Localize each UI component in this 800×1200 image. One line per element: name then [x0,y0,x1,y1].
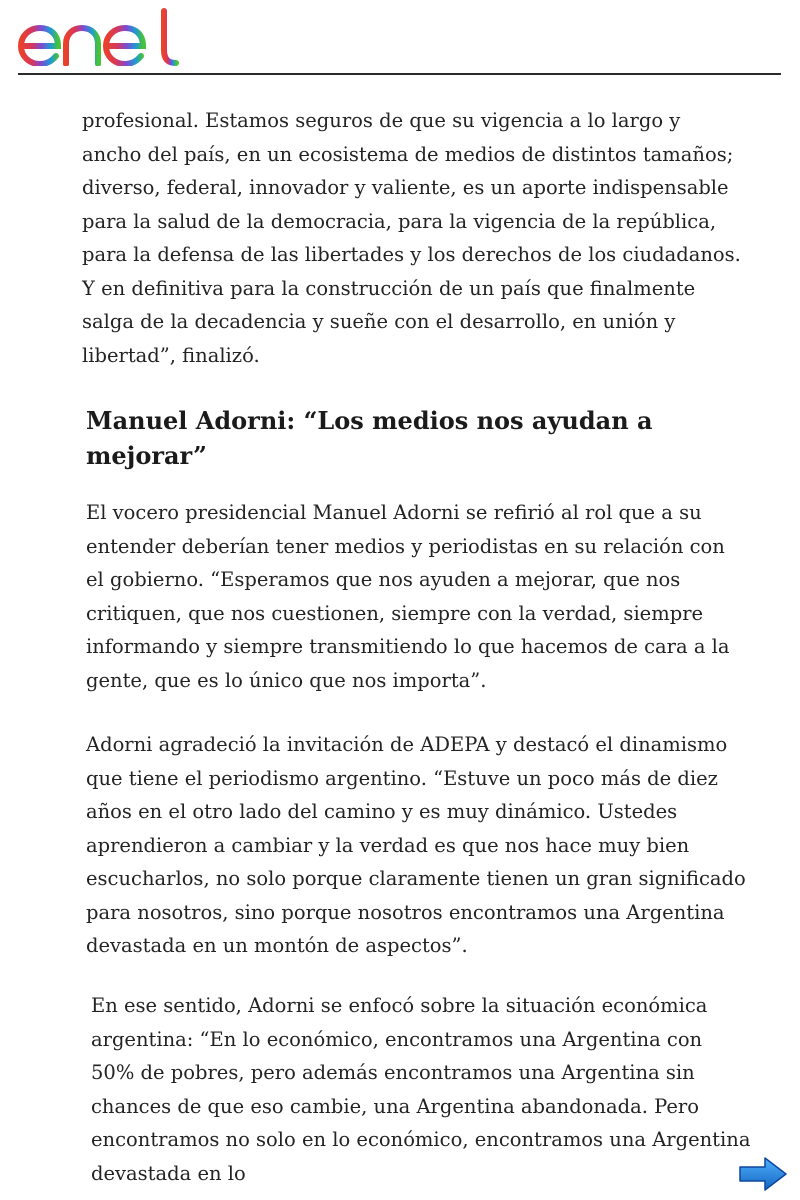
article-paragraph-3: Adorni agradeció la invitación de ADEPA y destacó el dinamismo que tiene el periodismo argentino. “Estuve un poco más de diez años en el otro lado del camino y es muy dinámico. Ustedes aprendieron a cambiar y la verdad es que nos hace muy bien escucharlos, no solo porque claramente tienen un gran significado para nosotros, sino porque nosotros encontramos una Argentina devastada en un montón de aspectos”. [86,733,746,957]
enel-logo[interactable] [16,8,181,70]
enel-logo-icon [16,8,181,66]
article-paragraph-4: En ese sentido, Adorni se enfocó sobre la situación económica argentina: “En lo económico, encontramos una Argentina con 50% de pobres, pero además encontramos una Argentina sin chances de que eso cambie, una Argentina abandonada. Pero encontramos no solo en lo económico, encontramos una Argentina devastada en lo [91,994,751,1185]
header-divider [18,73,781,75]
article-paragraph-1: profesional. Estamos seguros de que su vigencia a lo largo y ancho del país, en un ecosistema de medios de distintos tamaños; diverso, federal, innovador y valiente, es un aporte indispensable para la salud de la democracia, para la vigencia de la república, para la defensa de las libertades y los derechos de los ciudadanos. Y en definitiva para la construcción de un país que finalmente salga de la decadencia y sueñe con el desarrollo, en unión y libertad”, finalizó. [82,109,741,367]
section-heading: Manuel Adorni: “Los medios nos ayudan a mejorar” [86,406,653,470]
next-page-button[interactable] [737,1155,789,1193]
article-paragraph-2: El vocero presidencial Manuel Adorni se refirió al rol que a su entender deberían tener medios y periodistas en su relación con el gobierno. “Esperamos que nos ayuden a mejorar, que nos critiquen, que nos cuestionen, siempre con la verdad, siempre informando y siempre transmitiendo lo que hacemos de cara a la gente, que es lo único que nos importa”. [86,501,730,692]
site-header [0,0,800,76]
arrow-right-icon [737,1155,789,1193]
